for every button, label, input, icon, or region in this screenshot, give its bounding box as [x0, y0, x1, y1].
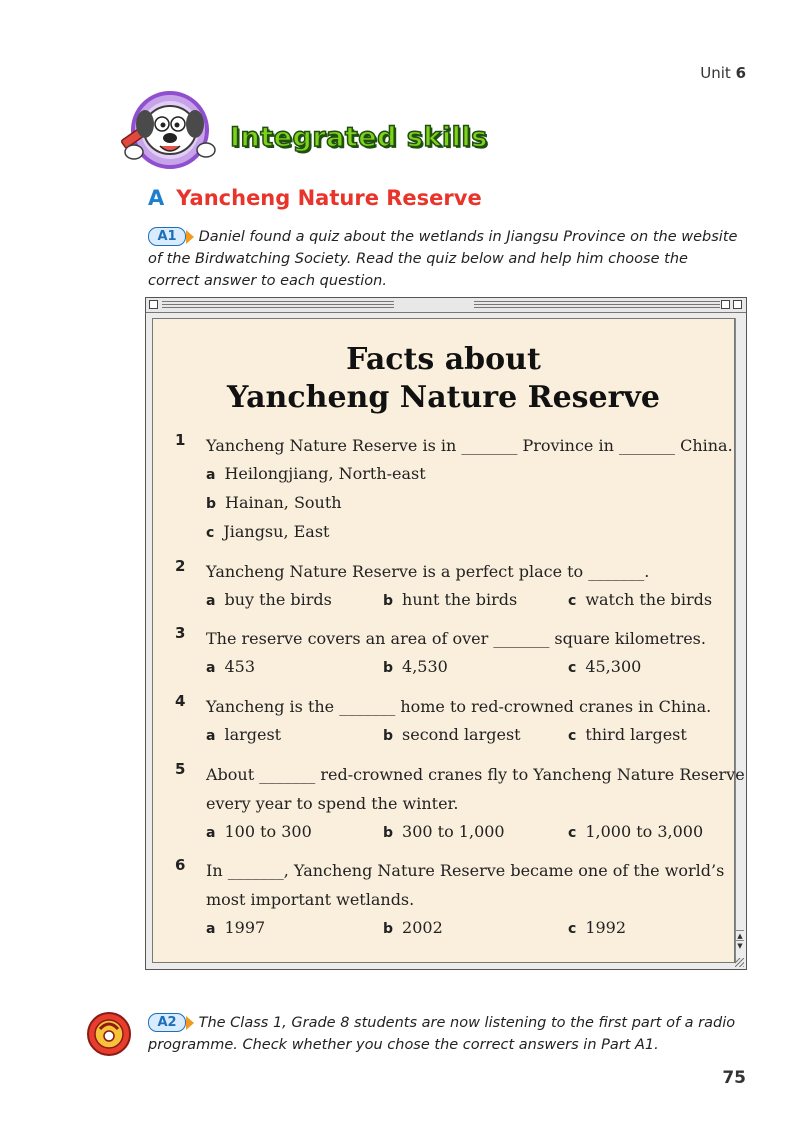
collapse-box-icon[interactable] [733, 300, 742, 309]
question-number: 5 [175, 760, 186, 778]
option-letter: a [206, 825, 216, 841]
mascot-icon [112, 90, 224, 172]
answer-option-c[interactable] [568, 822, 703, 841]
option-text: Hainan, South [225, 493, 342, 512]
question-stem [206, 557, 746, 586]
close-box-icon[interactable] [149, 300, 158, 309]
answer-option-b[interactable] [383, 657, 448, 676]
answer-option-c[interactable] [206, 522, 329, 541]
question-stem [206, 856, 746, 914]
task-a2-instructions [148, 1012, 738, 1056]
task-a2-text: The Class 1, Grade 8 students are now listening to the first part of a radio programme. Check whether you chose the correct answers in Part A1. [148, 1015, 736, 1053]
question-stem [206, 624, 746, 653]
window-titlebar [146, 298, 746, 313]
part-title: Yancheng Nature Reserve [176, 186, 482, 210]
option-text: 1997 [224, 918, 266, 937]
unit-label: Unit 6 [700, 64, 746, 82]
option-text: largest [224, 725, 282, 744]
quiz-title: Facts about Yancheng Nature Reserve [227, 342, 660, 415]
option-letter: c [568, 593, 577, 609]
quiz-content [152, 318, 745, 963]
part-a-heading [148, 186, 482, 210]
answer-option-a[interactable] [206, 822, 312, 841]
question-stem-line: In _______, Yancheng Nature Reserve became one of the world’s [206, 861, 725, 880]
option-letter: a [206, 593, 216, 609]
option-text: hunt the birds [402, 590, 518, 609]
cd-icon [86, 1011, 132, 1057]
option-letter: c [568, 728, 577, 744]
question-stem-line: About _______ red-crowned cranes fly to Yancheng Nature Reserve [206, 765, 745, 784]
answer-option-b[interactable] [383, 918, 443, 937]
question-stem-line: every year to spend the winter. [206, 794, 459, 813]
part-letter: A [148, 186, 165, 210]
scroll-down-icon[interactable]: ▼ [737, 942, 743, 950]
option-letter: c [568, 921, 577, 937]
option-text: 453 [224, 657, 255, 676]
task-a1-instructions [148, 226, 738, 292]
answer-option-a[interactable] [206, 464, 426, 483]
answer-option-a[interactable] [206, 918, 265, 937]
option-letter: a [206, 921, 216, 937]
option-letter: c [568, 825, 577, 841]
play-arrow-icon [186, 1016, 194, 1030]
question-stem-line: Yancheng Nature Reserve is a perfect place to _______. [206, 562, 650, 581]
task-a1-text: Daniel found a quiz about the wetlands in Jiangsu Province on the website of the Birdwatching Society. Read the quiz below and help him choose the correct answer to each question. [148, 229, 738, 289]
question-stem [206, 431, 746, 460]
question-stem-line: Yancheng is the _______ home to red-crowned cranes in China. [206, 697, 712, 716]
question-number: 2 [175, 557, 186, 575]
scrollbar[interactable] [735, 318, 745, 963]
option-text: 4,530 [402, 657, 448, 676]
answer-option-b[interactable] [383, 822, 505, 841]
quiz-window [145, 297, 747, 970]
option-letter: b [383, 660, 394, 676]
option-letter: b [383, 593, 394, 609]
page-number: 75 [722, 1068, 746, 1088]
question-stem-line: Yancheng Nature Reserve is in _______ Province in _______ China. [206, 436, 733, 455]
answer-option-b[interactable] [206, 493, 342, 512]
question-number: 4 [175, 692, 186, 710]
answer-option-c[interactable] [568, 725, 687, 744]
option-letter: a [206, 660, 216, 676]
answer-option-c[interactable] [568, 918, 626, 937]
option-text: third largest [585, 725, 687, 744]
option-letter: a [206, 467, 216, 483]
option-text: buy the birds [224, 590, 332, 609]
option-text: Jiangsu, East [223, 522, 330, 541]
option-letter: b [206, 496, 217, 512]
zoom-box-icon[interactable] [721, 300, 730, 309]
task-badge-a2: A2 [148, 1013, 186, 1032]
section-title: Integrated skills [230, 122, 488, 153]
option-text: 100 to 300 [224, 822, 312, 841]
question-stem [206, 760, 746, 818]
answer-option-c[interactable] [568, 590, 712, 609]
answer-option-c[interactable] [568, 657, 641, 676]
option-text: watch the birds [585, 590, 713, 609]
question-number: 6 [175, 856, 186, 874]
question-stem-line: most important wetlands. [206, 890, 415, 909]
option-letter: c [568, 660, 577, 676]
question-stem-line: The reserve covers an area of over _______ square kilometres. [206, 629, 706, 648]
option-letter: c [206, 525, 215, 541]
option-text: 1,000 to 3,000 [585, 822, 704, 841]
question-number: 3 [175, 624, 186, 642]
option-letter: b [383, 728, 394, 744]
option-letter: a [206, 728, 216, 744]
scroll-up-icon[interactable]: ▲ [737, 932, 743, 940]
answer-option-a[interactable] [206, 725, 281, 744]
answer-option-a[interactable] [206, 590, 332, 609]
option-text: 45,300 [585, 657, 642, 676]
resize-grip-icon[interactable] [735, 958, 744, 967]
question-number: 1 [175, 431, 186, 449]
answer-option-b[interactable] [383, 590, 517, 609]
option-text: Heilongjiang, North-east [224, 464, 426, 483]
option-text: 300 to 1,000 [402, 822, 505, 841]
answer-option-a[interactable] [206, 657, 255, 676]
option-text: 1992 [585, 918, 627, 937]
option-text: 2002 [402, 918, 443, 937]
option-letter: b [383, 825, 394, 841]
answer-option-b[interactable] [383, 725, 521, 744]
question-stem [206, 692, 746, 721]
task-badge-a1: A1 [148, 227, 186, 246]
play-arrow-icon [186, 230, 194, 244]
option-text: second largest [402, 725, 521, 744]
option-letter: b [383, 921, 394, 937]
